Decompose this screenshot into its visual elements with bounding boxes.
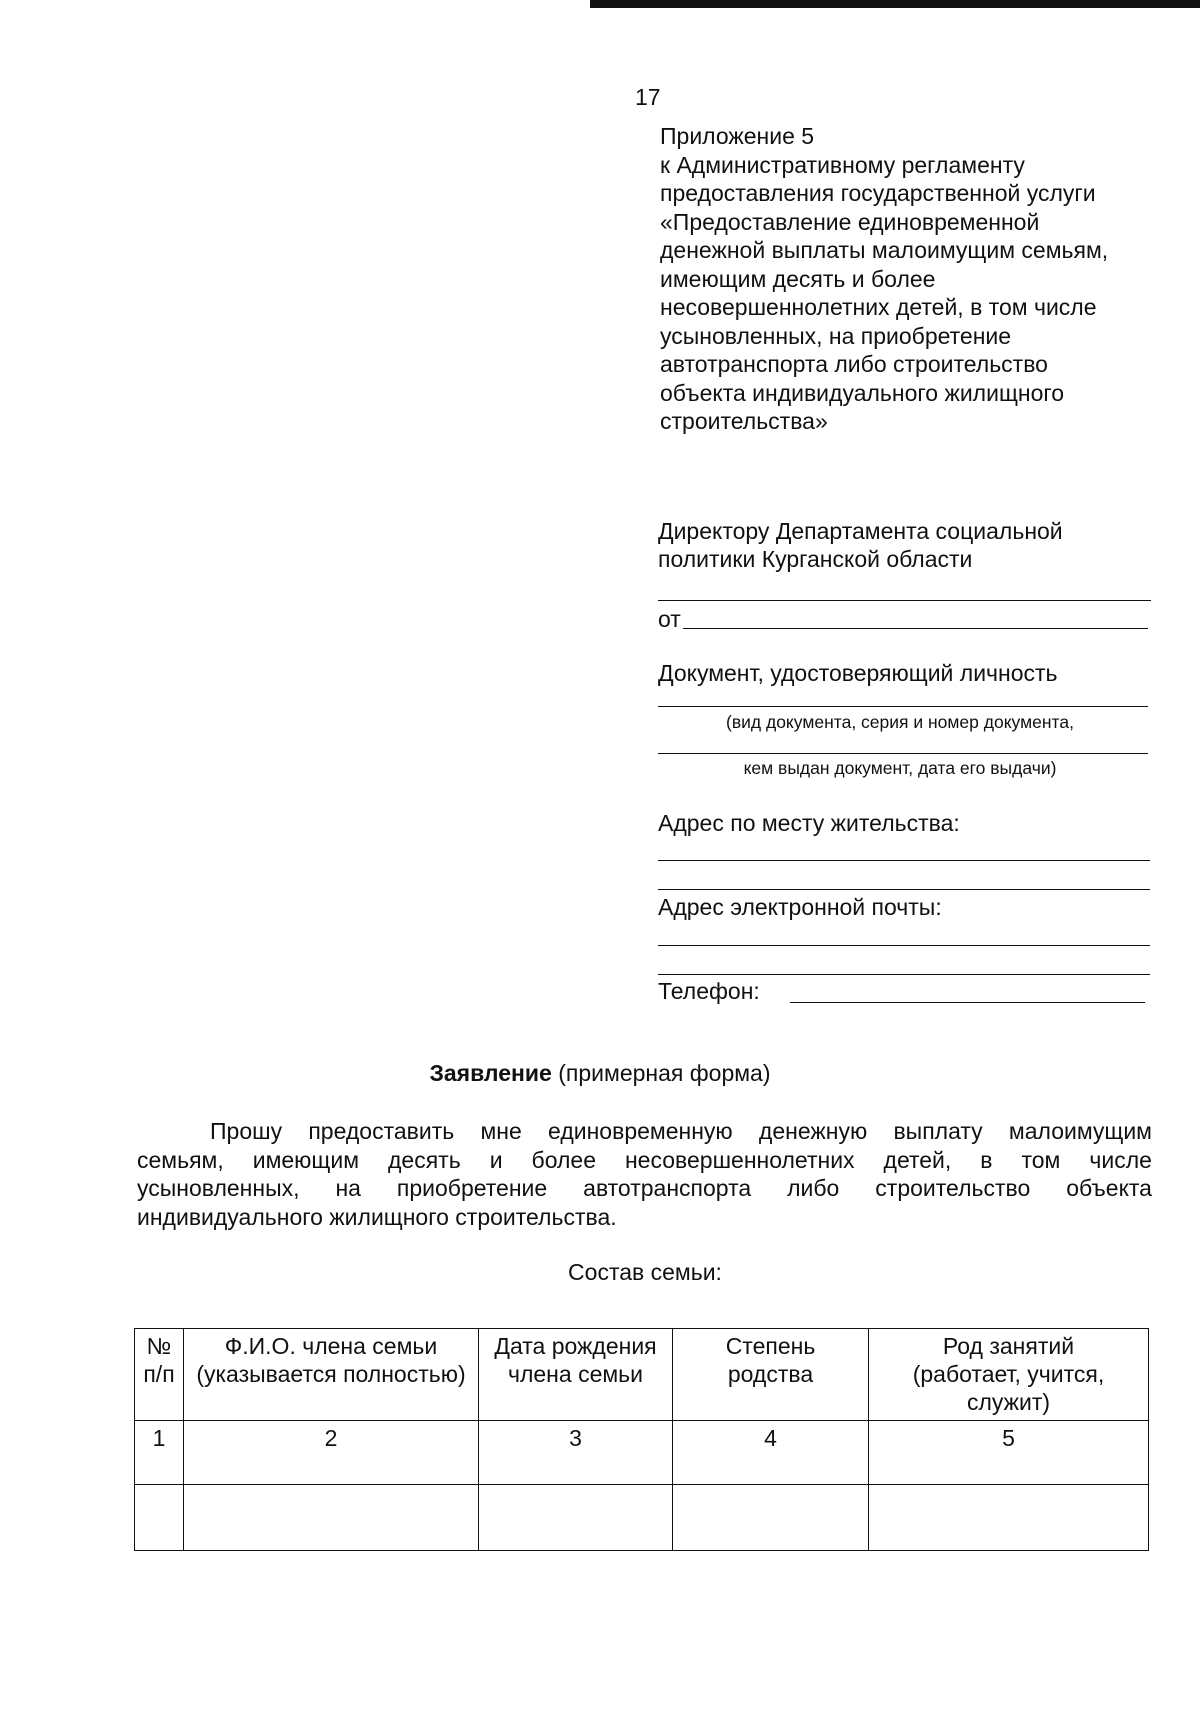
word: выплату — [893, 1118, 983, 1144]
word: десять — [388, 1146, 461, 1173]
paragraph-line — [137, 1174, 1152, 1203]
phone-field-line[interactable] — [790, 1002, 1145, 1003]
address-label: Адрес по месту жительства: — [658, 810, 960, 836]
from-field-line[interactable] — [683, 628, 1148, 629]
word: единовременную — [548, 1118, 733, 1144]
word: строительство — [875, 1175, 1031, 1201]
word: более — [531, 1146, 596, 1173]
word: имеющим — [252, 1146, 360, 1173]
word: том — [1021, 1146, 1061, 1173]
word: детей, — [883, 1146, 952, 1173]
table-cell: 5 — [869, 1421, 1149, 1485]
addressee-line-2: политики Курганской области — [658, 546, 973, 572]
id-document-line-2[interactable] — [658, 753, 1148, 754]
word: индивидуального жилищного строительства. — [137, 1203, 617, 1230]
paragraph-line — [137, 1146, 1152, 1175]
word: семьям, — [137, 1146, 224, 1173]
word: малоимущим — [1008, 1118, 1152, 1144]
family-composition-heading: Состав семьи: — [568, 1259, 722, 1285]
email-label: Адрес электронной почты: — [658, 894, 942, 920]
table-cell: 2 — [184, 1421, 479, 1485]
word: предоставить — [308, 1118, 455, 1144]
word: и — [489, 1146, 503, 1173]
table-cell-empty[interactable] — [869, 1485, 1149, 1551]
family-table — [134, 1328, 1149, 1551]
document-title — [0, 1060, 1200, 1087]
table-row[interactable] — [135, 1485, 1149, 1551]
appendix-line: предоставления государственной услуги — [660, 180, 1096, 206]
word: объекта — [1066, 1175, 1152, 1201]
word: несовершеннолетних — [624, 1146, 855, 1173]
appendix-line: к Административному регламенту — [660, 151, 1025, 178]
paragraph-line — [137, 1117, 1152, 1146]
address-line-1[interactable] — [658, 860, 1150, 861]
phone-label: Телефон: — [658, 978, 760, 1004]
word: либо — [787, 1175, 840, 1201]
word: мне — [480, 1118, 522, 1144]
title-rest: (примерная форма) — [551, 1060, 771, 1086]
from-label: от — [658, 606, 681, 632]
email-line-1[interactable] — [658, 945, 1150, 946]
appendix-header — [660, 122, 1160, 436]
blank-line-addressee[interactable] — [658, 600, 1151, 601]
paragraph-line — [137, 1203, 1152, 1232]
header-cell-birthdate: Дата рождения члена семьи — [479, 1329, 673, 1421]
appendix-line: Приложение 5 — [660, 123, 815, 149]
addressee-block — [658, 517, 1163, 573]
appendix-line: строительства» — [660, 408, 828, 434]
appendix-line: несовершеннолетних детей, в том числе — [660, 294, 1097, 320]
request-paragraph — [137, 1117, 1152, 1231]
title-bold: Заявление — [429, 1060, 552, 1086]
addressee-line-1: Директору Департамента социальной — [658, 518, 1063, 544]
table-cell: 4 — [673, 1421, 869, 1485]
id-document-note-2: кем выдан документ, дата его выдачи) — [743, 758, 1057, 778]
page-number: 17 — [635, 84, 661, 110]
header-cell-number: № п/п — [135, 1329, 184, 1421]
word: усыновленных, — [137, 1175, 300, 1201]
id-document-note-1: (вид документа, серия и номер документа, — [726, 712, 1074, 732]
word: автотранспорта — [583, 1175, 752, 1201]
id-document-line-1[interactable] — [658, 706, 1148, 707]
table-cell: 3 — [479, 1421, 673, 1485]
header-cell-fullname: Ф.И.О. члена семьи (указывается полностью) — [184, 1329, 479, 1421]
word: Прошу — [210, 1118, 283, 1144]
id-document-label: Документ, удостоверяющий личность — [658, 660, 1058, 686]
address-line-2[interactable] — [658, 889, 1150, 890]
email-line-2[interactable] — [658, 974, 1150, 975]
header-cell-relation: Степень родства — [673, 1329, 869, 1421]
table-cell-empty[interactable] — [184, 1485, 479, 1551]
appendix-line: «Предоставление единовременной — [660, 208, 1040, 235]
table-cell: 1 — [135, 1421, 184, 1485]
appendix-line: усыновленных, на приобретение — [660, 322, 1012, 349]
word: денежную — [758, 1118, 868, 1144]
word: на — [335, 1175, 361, 1201]
header-cell-occupation: Род занятий (работает, учится, служит) — [869, 1329, 1149, 1421]
table-cell-empty[interactable] — [673, 1485, 869, 1551]
word: в — [980, 1146, 993, 1173]
appendix-line: имеющим десять и более — [660, 265, 936, 292]
table-header-row — [135, 1329, 1149, 1421]
scan-edge-bar — [590, 0, 1200, 8]
word: числе — [1089, 1146, 1152, 1173]
table-number-row — [135, 1421, 1149, 1485]
table-cell-empty[interactable] — [135, 1485, 184, 1551]
table-cell-empty[interactable] — [479, 1485, 673, 1551]
appendix-line: денежной выплаты малоимущим семьям, — [660, 237, 1109, 263]
word: приобретение — [396, 1175, 548, 1201]
appendix-line: объекта индивидуального жилищного — [660, 379, 1065, 406]
appendix-line: автотранспорта либо строительство — [660, 351, 1048, 377]
